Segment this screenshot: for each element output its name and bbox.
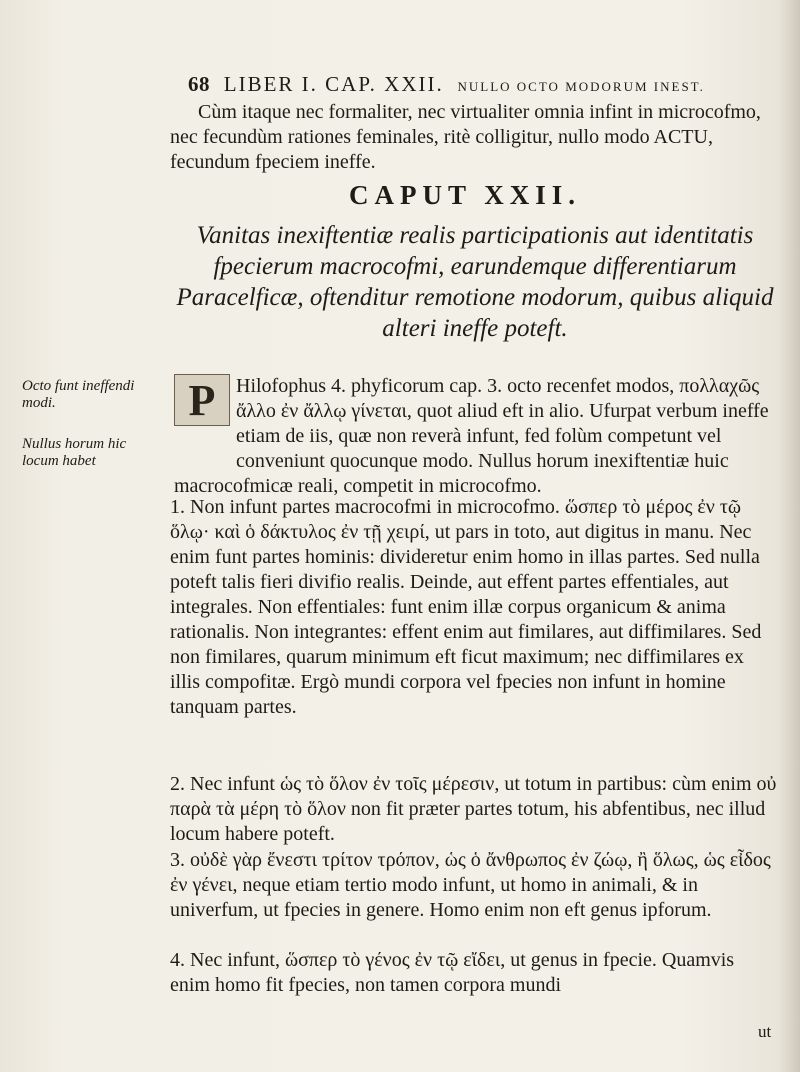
paragraph-two: 2. Nec infunt ὡς τὸ ὅλον ἐν τοῖς μέρεσιν, ut totum in partibus: cùm enim οὐ παρὰ τὰ μέρη τὸ ὅλον non fit præter partes totum, his abfentibus, nec illud locum habere poteft. [170, 773, 777, 845]
chapter-title: CAPUT XXII. [348, 180, 582, 210]
running-header [188, 72, 773, 97]
page-edge-shadow [778, 0, 800, 1072]
decorated-initial: P [174, 374, 230, 426]
book-chapter-label: LIBER I. CAP. XXII. [223, 72, 444, 96]
paragraph-three: 3. οὐδὲ γὰρ ἔνεστι τρίτον τρόπον, ὡς ὁ ἄνθρωπος ἐν ζώῳ, ἢ ὅλως, ὡς εἶδος ἐν γένει, neque etiam tertio modo infunt, ut homo in animali, & in univerfum, ut fpecies in genere. Homo enim non eft genus ipforum. [170, 849, 771, 921]
page-number: 68 [188, 72, 210, 96]
paragraph-one: 1. Non infunt partes macrocofmi in microcofmo. ὥσπερ τὸ μέρος ἐν τῷ ὅλῳ· καὶ ὁ δάκτυλος ἐν τῇ χειρί, ut pars in toto, aut digitus in manu. Nec enim funt partes hominis: divideretur enim homo in illas partes. Sed nulla poteft talis fieri divifio realis. Deinde, aut effent partes effentiales, aut integrales. Non effentiales: funt enim illæ corpus organicum & anima rationalis. Non integrantes: effent enim aut fimilares, aut diffimilares. Sed non fimilares, quarum minimum eft ficut maximum; nec diffimilares ex illis compofitæ. Ergò mundi corpora vel fpecies non infunt in homine tanquam partes. [170, 496, 762, 718]
first-paragraph-text: Hilofophus 4. phyficorum cap. 3. octo recenfet modos, πολλαχῶς ἄλλο ἐν ἄλλῳ γίνεται, quot aliud eft in alio. Ufurpat verbum ineffe etiam de iis, quæ non reverà infunt, fed folùm competunt vel conveniunt quocunque modo. Nullus horum inexiftentiæ huic macrocofmicæ reali, competit in microcofmo. [174, 375, 769, 497]
running-title: NULLO OCTO MODORUM INEST. [457, 79, 705, 94]
margin-note-nullus: Nullus horum hic locum habet [22, 436, 127, 469]
paragraph-four: 4. Nec infunt, ὥσπερ τὸ γένος ἐν τῷ εἴδει, ut genus in fpecie. Quamvis enim homo fit fpecies, non tamen corpora mundi [170, 949, 735, 996]
first-paragraph [174, 374, 778, 499]
intro-paragraph: Cùm itaque nec formaliter, nec virtualiter omnia infint in microcofmo, nec fecundùm rationes feminales, ritè colligitur, nullo modo ACTU, fecundum fpeciem ineffe. [170, 101, 761, 173]
margin-note-octo: Octo funt ineffendi modi. [22, 378, 135, 411]
chapter-summary-heading: Vanitas inexiftentiæ realis participationis aut identitatis fpecierum macrocofmi, earundemque differentiarum Paracelficæ, oftenditur remotione modorum, quibus aliquid alteri ineffe poteft. [176, 222, 774, 342]
catchword: ut [758, 1022, 772, 1041]
